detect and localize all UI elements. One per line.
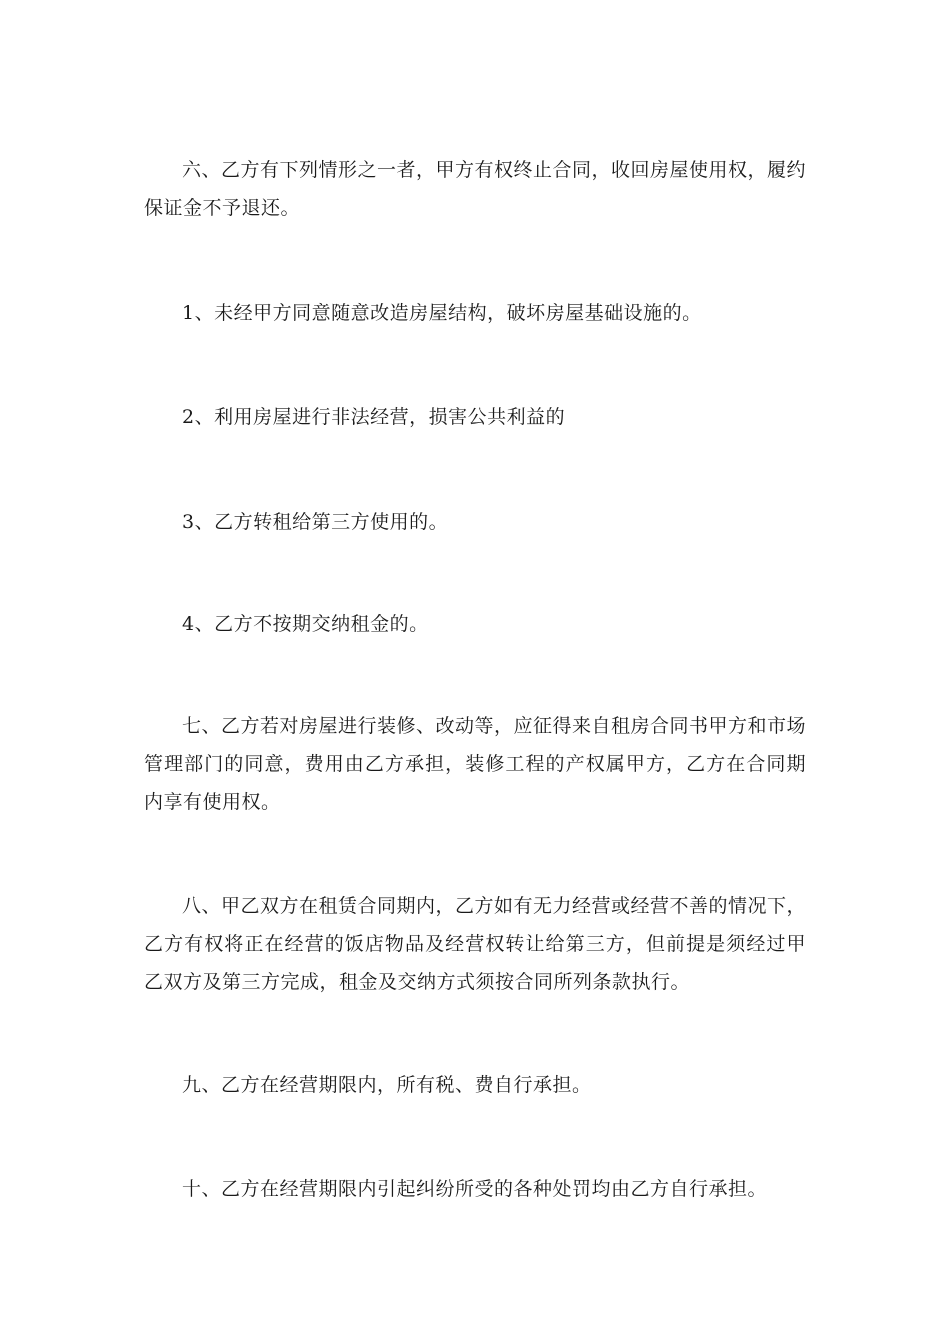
- clause-six-paragraph: 六、乙方有下列情形之一者，甲方有权终止合同，收回房屋使用权，履约保证金不予退还。: [144, 159, 807, 219]
- item-two-paragraph: 2、利用房屋进行非法经营，损害公共利益的: [182, 406, 566, 428]
- clause-ten-paragraph: 十、乙方在经营期限内引起纠纷所受的各种处罚均由乙方自行承担。: [182, 1178, 768, 1200]
- item-one-paragraph: 1、未经甲方同意随意改造房屋结构，破坏房屋基础设施的。: [182, 302, 702, 324]
- item-three-paragraph: 3、乙方转租给第三方使用的。: [182, 511, 449, 533]
- clause-nine-paragraph: 九、乙方在经营期限内，所有税、费自行承担。: [182, 1074, 592, 1096]
- item-four-paragraph: 4、乙方不按期交纳租金的。: [182, 613, 429, 635]
- clause-seven-paragraph: 七、乙方若对房屋进行装修、改动等，应征得来自租房合同书甲方和市场管理部门的同意，费用由乙方承担，装修工程的产权属甲方，乙方在合同期内享有使用权。: [144, 715, 807, 813]
- clause-eight-paragraph: 八、甲乙双方在租赁合同期内，乙方如有无力经营或经营不善的情况下，乙方有权将正在经营的饭店物品及经营权转让给第三方，但前提是须经过甲乙双方及第三方完成，租金及交纳方式须按合同所列条款执行。: [144, 895, 807, 993]
